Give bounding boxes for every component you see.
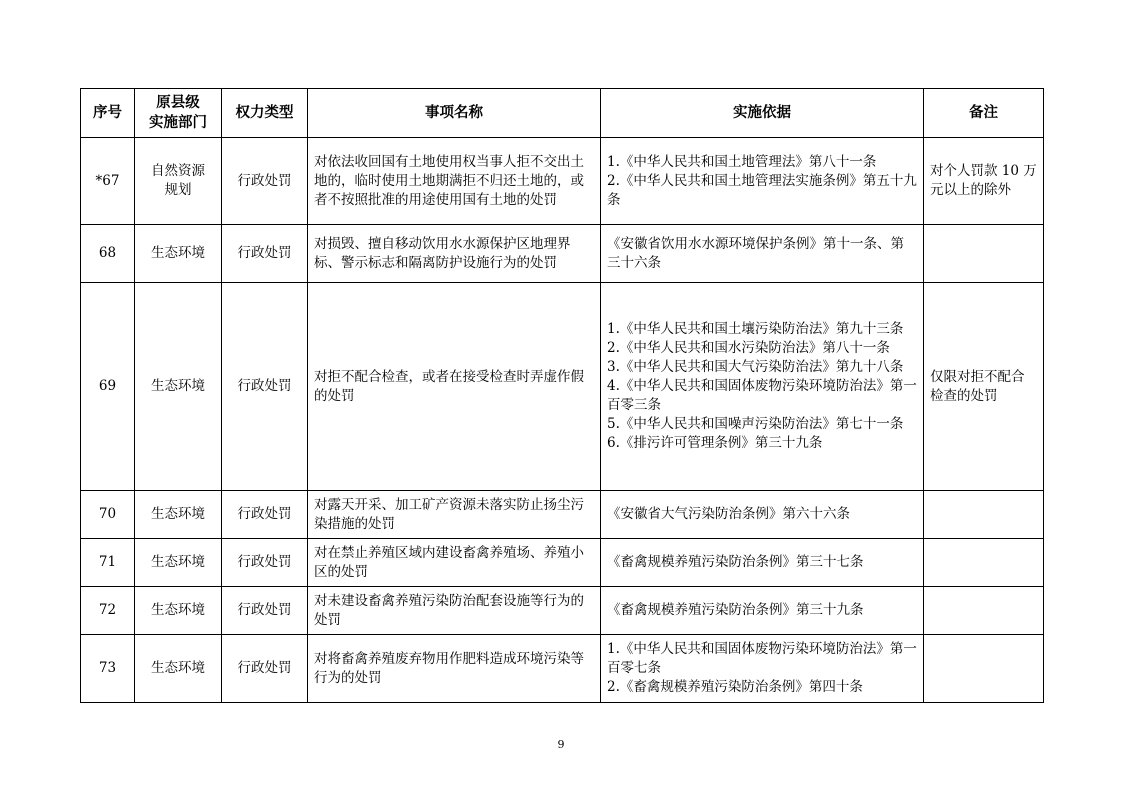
table-row bbox=[81, 587, 1044, 635]
cell-department: 生态环境 bbox=[135, 635, 222, 703]
table-row bbox=[81, 635, 1044, 703]
cell-department: 生态环境 bbox=[135, 587, 222, 635]
cell-legal-basis bbox=[601, 225, 924, 283]
cell-serial-number: 69 bbox=[81, 283, 135, 491]
legal-basis-item: 1.《中华人民共和国固体废物污染环境防治法》第一百零七条 bbox=[607, 641, 917, 676]
header-legal-basis: 实施依据 bbox=[601, 89, 924, 138]
cell-legal-basis bbox=[601, 491, 924, 539]
cell-remarks bbox=[924, 635, 1044, 703]
table-header-row bbox=[81, 89, 1044, 138]
cell-serial-number: 72 bbox=[81, 587, 135, 635]
legal-basis-item: 1.《中华人民共和国土壤污染防治法》第九十三条 bbox=[607, 321, 904, 337]
cell-power-type: 行政处罚 bbox=[222, 138, 308, 225]
legal-basis-item: 《畜禽规模养殖污染防治条例》第三十九条 bbox=[607, 602, 864, 618]
legal-basis-item: 2.《中华人民共和国水污染防治法》第八十一条 bbox=[607, 340, 890, 356]
cell-item-name: 对损毁、擅自移动饮用水水源保护区地理界标、警示标志和隔离防护设施行为的处罚 bbox=[308, 225, 601, 283]
cell-power-type: 行政处罚 bbox=[222, 587, 308, 635]
cell-serial-number: *67 bbox=[81, 138, 135, 225]
cell-remarks bbox=[924, 491, 1044, 539]
cell-power-type: 行政处罚 bbox=[222, 283, 308, 491]
legal-basis-item: 《安徽省大气污染防治条例》第六十六条 bbox=[607, 506, 850, 522]
cell-power-type: 行政处罚 bbox=[222, 635, 308, 703]
cell-item-name: 对拒不配合检查，或者在接受检查时弄虚作假的处罚 bbox=[308, 283, 601, 491]
table-row bbox=[81, 225, 1044, 283]
cell-legal-basis bbox=[601, 539, 924, 587]
cell-item-name: 对露天开采、加工矿产资源未落实防止扬尘污染措施的处罚 bbox=[308, 491, 601, 539]
power-list-table bbox=[80, 88, 1044, 703]
cell-legal-basis bbox=[601, 587, 924, 635]
table-row bbox=[81, 138, 1044, 225]
cell-department: 自然资源 规划 bbox=[135, 138, 222, 225]
cell-power-type: 行政处罚 bbox=[222, 225, 308, 283]
legal-basis-item: 6.《排污许可管理条例》第三十九条 bbox=[607, 435, 823, 451]
cell-remarks: 仅限对拒不配合检查的处罚 bbox=[924, 283, 1044, 491]
legal-basis-item: 1.《中华人民共和国土地管理法》第八十一条 bbox=[607, 153, 877, 170]
legal-basis-item: 2.《畜禽规模养殖污染防治条例》第四十条 bbox=[607, 679, 863, 695]
cell-remarks bbox=[924, 225, 1044, 283]
cell-legal-basis bbox=[601, 283, 924, 491]
cell-power-type: 行政处罚 bbox=[222, 491, 308, 539]
header-item-name: 事项名称 bbox=[308, 89, 601, 138]
cell-serial-number: 70 bbox=[81, 491, 135, 539]
header-original-department: 原县级 实施部门 bbox=[135, 89, 222, 138]
cell-remarks bbox=[924, 539, 1044, 587]
cell-legal-basis bbox=[601, 635, 924, 703]
cell-department: 生态环境 bbox=[135, 225, 222, 283]
legal-basis-item: 5.《中华人民共和国噪声污染防治法》第七十一条 bbox=[607, 416, 904, 432]
cell-department: 生态环境 bbox=[135, 539, 222, 587]
cell-serial-number: 73 bbox=[81, 635, 135, 703]
cell-item-name: 对依法收回国有土地使用权当事人拒不交出土地的，临时使用土地期满拒不归还土地的，或者不按照批准的用途使用国有土地的处罚 bbox=[308, 138, 601, 225]
cell-item-name: 对将畜禽养殖废弃物用作肥料造成环境污染等行为的处罚 bbox=[308, 635, 601, 703]
header-remarks: 备注 bbox=[924, 89, 1044, 138]
cell-serial-number: 71 bbox=[81, 539, 135, 587]
legal-basis-item: 4.《中华人民共和国固体废物污染环境防治法》第一百零三条 bbox=[607, 378, 917, 413]
table-row bbox=[81, 283, 1044, 491]
legal-basis-item: 《畜禽规模养殖污染防治条例》第三十七条 bbox=[607, 554, 864, 570]
table-row bbox=[81, 539, 1044, 587]
legal-basis-item: 2.《中华人民共和国土地管理法实施条例》第五十九条 bbox=[607, 172, 917, 208]
page-number: 9 bbox=[557, 738, 565, 751]
header-serial-number: 序号 bbox=[81, 89, 135, 138]
cell-remarks bbox=[924, 587, 1044, 635]
cell-power-type: 行政处罚 bbox=[222, 539, 308, 587]
cell-item-name: 对未建设畜禽养殖污染防治配套设施等行为的处罚 bbox=[308, 587, 601, 635]
cell-remarks: 对个人罚款 10 万元以上的除外 bbox=[924, 138, 1044, 225]
cell-department: 生态环境 bbox=[135, 283, 222, 491]
cell-department: 生态环境 bbox=[135, 491, 222, 539]
legal-basis-item: 3.《中华人民共和国大气污染防治法》第九十八条 bbox=[607, 359, 904, 375]
legal-basis-item: 《安徽省饮用水水源环境保护条例》第十一条、第三十六条 bbox=[607, 235, 904, 271]
header-power-type: 权力类型 bbox=[222, 89, 308, 138]
table-row bbox=[81, 491, 1044, 539]
cell-item-name: 对在禁止养殖区域内建设畜禽养殖场、养殖小区的处罚 bbox=[308, 539, 601, 587]
cell-legal-basis bbox=[601, 138, 924, 225]
cell-serial-number: 68 bbox=[81, 225, 135, 283]
